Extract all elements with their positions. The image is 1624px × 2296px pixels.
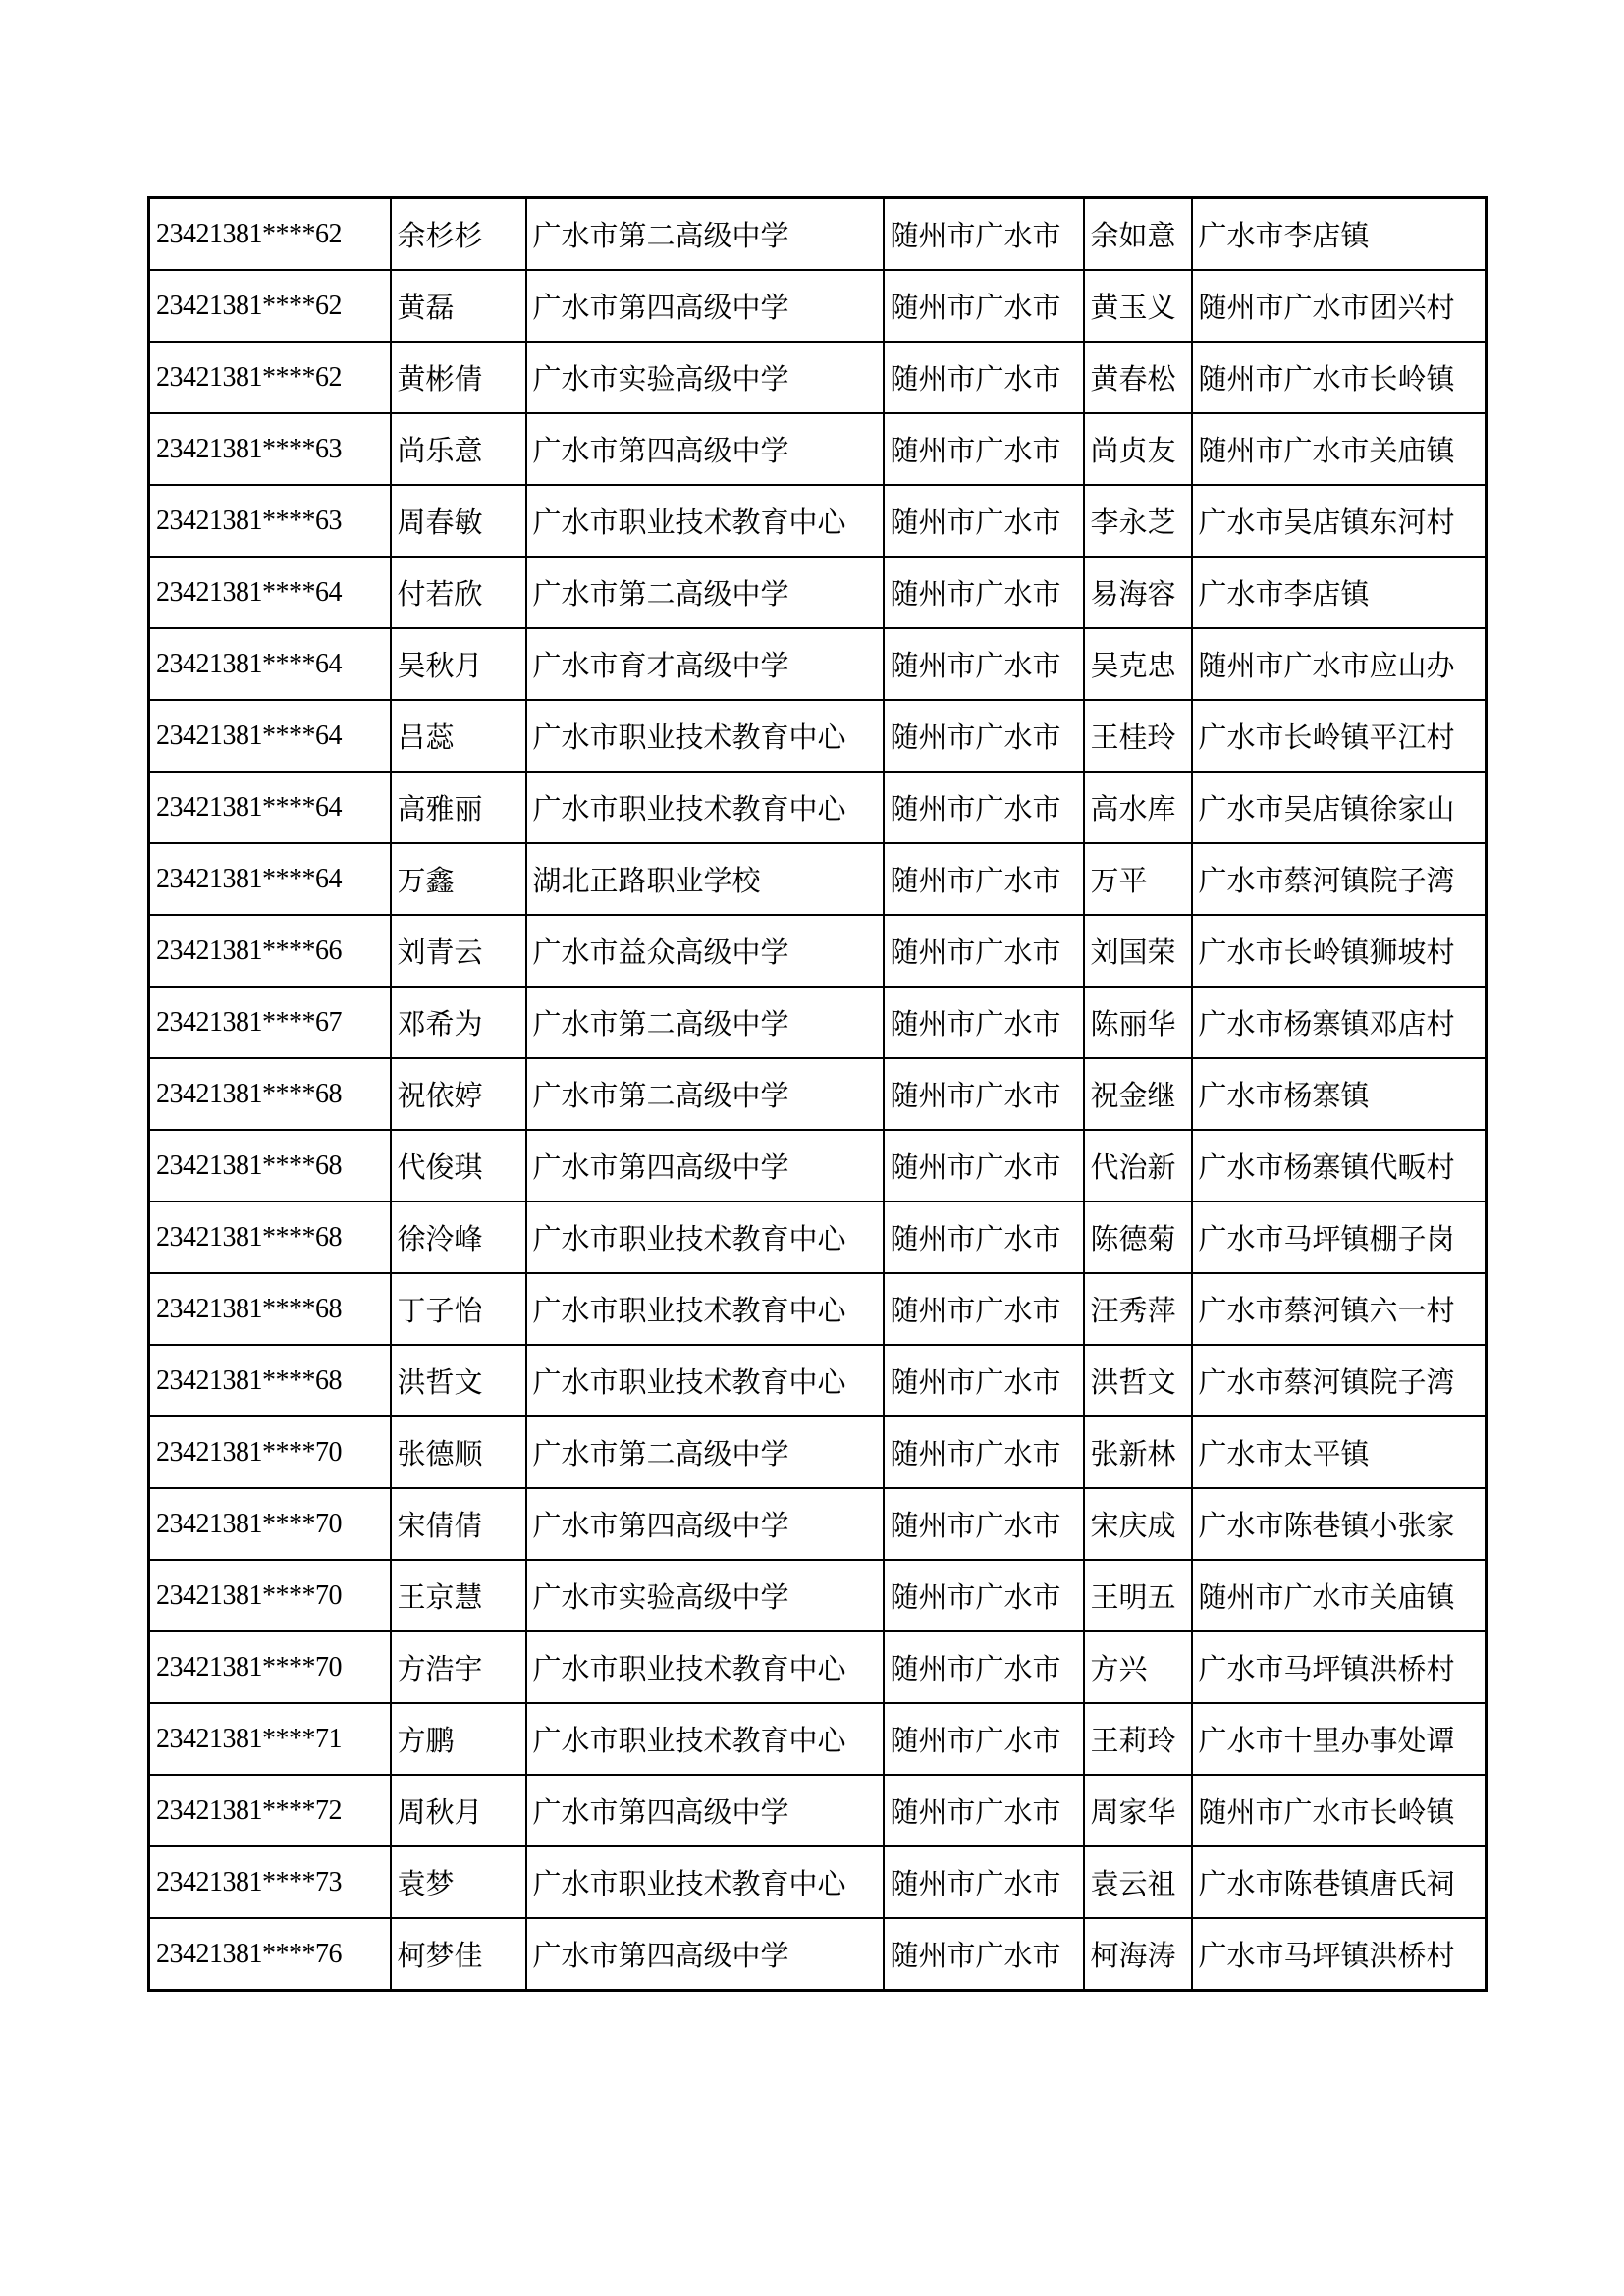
guardian-name-cell: 王明五 xyxy=(1084,1560,1192,1631)
student-name-cell: 袁梦 xyxy=(391,1846,526,1918)
table-row xyxy=(149,700,1487,772)
region-cell: 随州市广水市 xyxy=(884,1130,1084,1201)
table-row xyxy=(149,198,1487,271)
region-cell: 随州市广水市 xyxy=(884,987,1084,1058)
student-name-cell: 黄磊 xyxy=(391,270,526,342)
address-cell: 广水市蔡河镇六一村 xyxy=(1192,1273,1487,1345)
region-cell: 随州市广水市 xyxy=(884,1918,1084,1991)
id-number-cell: 23421381****62 xyxy=(149,270,391,342)
table-row xyxy=(149,1345,1487,1416)
id-number-cell: 23421381****62 xyxy=(149,342,391,413)
guardian-name-cell: 尚贞友 xyxy=(1084,413,1192,485)
address-cell: 随州市广水市长岭镇 xyxy=(1192,1775,1487,1846)
region-cell: 随州市广水市 xyxy=(884,1560,1084,1631)
guardian-name-cell: 余如意 xyxy=(1084,198,1192,271)
guardian-name-cell: 吴克忠 xyxy=(1084,628,1192,700)
id-number-cell: 23421381****70 xyxy=(149,1560,391,1631)
id-number-cell: 23421381****68 xyxy=(149,1130,391,1201)
region-cell: 随州市广水市 xyxy=(884,1345,1084,1416)
guardian-name-cell: 万平 xyxy=(1084,843,1192,915)
guardian-name-cell: 李永芝 xyxy=(1084,485,1192,557)
table-row xyxy=(149,987,1487,1058)
table-row xyxy=(149,1560,1487,1631)
table-row xyxy=(149,485,1487,557)
address-cell: 广水市吴店镇徐家山 xyxy=(1192,772,1487,843)
student-name-cell: 宋倩倩 xyxy=(391,1488,526,1560)
id-number-cell: 23421381****64 xyxy=(149,843,391,915)
table-row xyxy=(149,1273,1487,1345)
region-cell: 随州市广水市 xyxy=(884,413,1084,485)
id-number-cell: 23421381****67 xyxy=(149,987,391,1058)
id-number-cell: 23421381****70 xyxy=(149,1631,391,1703)
school-cell: 广水市第二高级中学 xyxy=(526,557,884,628)
guardian-name-cell: 祝金继 xyxy=(1084,1058,1192,1130)
school-cell: 广水市第二高级中学 xyxy=(526,1416,884,1488)
school-cell: 广水市职业技术教育中心 xyxy=(526,1631,884,1703)
address-cell: 随州市广水市团兴村 xyxy=(1192,270,1487,342)
guardian-name-cell: 王莉玲 xyxy=(1084,1703,1192,1775)
student-name-cell: 刘青云 xyxy=(391,915,526,987)
id-number-cell: 23421381****68 xyxy=(149,1345,391,1416)
student-name-cell: 周春敏 xyxy=(391,485,526,557)
school-cell: 广水市职业技术教育中心 xyxy=(526,1201,884,1273)
table-row xyxy=(149,1918,1487,1991)
school-cell: 广水市职业技术教育中心 xyxy=(526,772,884,843)
guardian-name-cell: 宋庆成 xyxy=(1084,1488,1192,1560)
address-cell: 随州市广水市关庙镇 xyxy=(1192,413,1487,485)
id-number-cell: 23421381****63 xyxy=(149,485,391,557)
student-name-cell: 张德顺 xyxy=(391,1416,526,1488)
student-name-cell: 邓希为 xyxy=(391,987,526,1058)
region-cell: 随州市广水市 xyxy=(884,628,1084,700)
guardian-name-cell: 刘国荣 xyxy=(1084,915,1192,987)
student-name-cell: 付若欣 xyxy=(391,557,526,628)
address-cell: 广水市吴店镇东河村 xyxy=(1192,485,1487,557)
address-cell: 随州市广水市长岭镇 xyxy=(1192,342,1487,413)
table-row xyxy=(149,557,1487,628)
school-cell: 广水市职业技术教育中心 xyxy=(526,1846,884,1918)
address-cell: 广水市李店镇 xyxy=(1192,557,1487,628)
region-cell: 随州市广水市 xyxy=(884,1631,1084,1703)
student-name-cell: 洪哲文 xyxy=(391,1345,526,1416)
student-name-cell: 周秋月 xyxy=(391,1775,526,1846)
roster-table xyxy=(147,196,1488,1992)
region-cell: 随州市广水市 xyxy=(884,1058,1084,1130)
guardian-name-cell: 高水库 xyxy=(1084,772,1192,843)
id-number-cell: 23421381****64 xyxy=(149,557,391,628)
region-cell: 随州市广水市 xyxy=(884,1775,1084,1846)
id-number-cell: 23421381****76 xyxy=(149,1918,391,1991)
school-cell: 广水市第四高级中学 xyxy=(526,1130,884,1201)
school-cell: 广水市第四高级中学 xyxy=(526,1918,884,1991)
table-row xyxy=(149,1703,1487,1775)
guardian-name-cell: 黄玉义 xyxy=(1084,270,1192,342)
table-row xyxy=(149,413,1487,485)
region-cell: 随州市广水市 xyxy=(884,270,1084,342)
school-cell: 广水市实验高级中学 xyxy=(526,1560,884,1631)
student-name-cell: 高雅丽 xyxy=(391,772,526,843)
address-cell: 随州市广水市应山办 xyxy=(1192,628,1487,700)
id-number-cell: 23421381****63 xyxy=(149,413,391,485)
school-cell: 广水市职业技术教育中心 xyxy=(526,700,884,772)
guardian-name-cell: 陈德菊 xyxy=(1084,1201,1192,1273)
student-name-cell: 柯梦佳 xyxy=(391,1918,526,1991)
region-cell: 随州市广水市 xyxy=(884,772,1084,843)
table-row xyxy=(149,1130,1487,1201)
school-cell: 湖北正路职业学校 xyxy=(526,843,884,915)
id-number-cell: 23421381****68 xyxy=(149,1273,391,1345)
address-cell: 随州市广水市关庙镇 xyxy=(1192,1560,1487,1631)
school-cell: 广水市第二高级中学 xyxy=(526,1058,884,1130)
region-cell: 随州市广水市 xyxy=(884,485,1084,557)
student-name-cell: 方浩宇 xyxy=(391,1631,526,1703)
guardian-name-cell: 代治新 xyxy=(1084,1130,1192,1201)
table-row xyxy=(149,843,1487,915)
table-row xyxy=(149,1846,1487,1918)
guardian-name-cell: 陈丽华 xyxy=(1084,987,1192,1058)
address-cell: 广水市蔡河镇院子湾 xyxy=(1192,1345,1487,1416)
id-number-cell: 23421381****73 xyxy=(149,1846,391,1918)
region-cell: 随州市广水市 xyxy=(884,198,1084,271)
school-cell: 广水市益众高级中学 xyxy=(526,915,884,987)
id-number-cell: 23421381****71 xyxy=(149,1703,391,1775)
table-row xyxy=(149,628,1487,700)
id-number-cell: 23421381****64 xyxy=(149,700,391,772)
region-cell: 随州市广水市 xyxy=(884,1201,1084,1273)
table-row xyxy=(149,1488,1487,1560)
student-name-cell: 万鑫 xyxy=(391,843,526,915)
region-cell: 随州市广水市 xyxy=(884,1703,1084,1775)
student-name-cell: 余杉杉 xyxy=(391,198,526,271)
guardian-name-cell: 黄春松 xyxy=(1084,342,1192,413)
guardian-name-cell: 张新林 xyxy=(1084,1416,1192,1488)
table-row xyxy=(149,1631,1487,1703)
region-cell: 随州市广水市 xyxy=(884,843,1084,915)
address-cell: 广水市陈巷镇小张家 xyxy=(1192,1488,1487,1560)
region-cell: 随州市广水市 xyxy=(884,1416,1084,1488)
table-row xyxy=(149,1058,1487,1130)
guardian-name-cell: 柯海涛 xyxy=(1084,1918,1192,1991)
school-cell: 广水市第二高级中学 xyxy=(526,987,884,1058)
id-number-cell: 23421381****72 xyxy=(149,1775,391,1846)
school-cell: 广水市职业技术教育中心 xyxy=(526,1703,884,1775)
address-cell: 广水市长岭镇平江村 xyxy=(1192,700,1487,772)
school-cell: 广水市第四高级中学 xyxy=(526,1775,884,1846)
address-cell: 广水市马坪镇洪桥村 xyxy=(1192,1631,1487,1703)
address-cell: 广水市马坪镇洪桥村 xyxy=(1192,1918,1487,1991)
student-name-cell: 黄彬倩 xyxy=(391,342,526,413)
table-row xyxy=(149,1775,1487,1846)
school-cell: 广水市职业技术教育中心 xyxy=(526,1273,884,1345)
table-row xyxy=(149,1201,1487,1273)
id-number-cell: 23421381****64 xyxy=(149,628,391,700)
guardian-name-cell: 易海容 xyxy=(1084,557,1192,628)
address-cell: 广水市杨寨镇 xyxy=(1192,1058,1487,1130)
address-cell: 广水市杨寨镇代畈村 xyxy=(1192,1130,1487,1201)
region-cell: 随州市广水市 xyxy=(884,915,1084,987)
region-cell: 随州市广水市 xyxy=(884,700,1084,772)
school-cell: 广水市职业技术教育中心 xyxy=(526,1345,884,1416)
id-number-cell: 23421381****68 xyxy=(149,1058,391,1130)
school-cell: 广水市育才高级中学 xyxy=(526,628,884,700)
address-cell: 广水市马坪镇棚子岗 xyxy=(1192,1201,1487,1273)
region-cell: 随州市广水市 xyxy=(884,1273,1084,1345)
id-number-cell: 23421381****66 xyxy=(149,915,391,987)
table-row xyxy=(149,772,1487,843)
school-cell: 广水市第四高级中学 xyxy=(526,270,884,342)
school-cell: 广水市第四高级中学 xyxy=(526,1488,884,1560)
student-name-cell: 代俊琪 xyxy=(391,1130,526,1201)
student-name-cell: 尚乐意 xyxy=(391,413,526,485)
student-name-cell: 徐泠峰 xyxy=(391,1201,526,1273)
school-cell: 广水市第四高级中学 xyxy=(526,413,884,485)
address-cell: 广水市太平镇 xyxy=(1192,1416,1487,1488)
guardian-name-cell: 袁云祖 xyxy=(1084,1846,1192,1918)
address-cell: 广水市李店镇 xyxy=(1192,198,1487,271)
student-name-cell: 吴秋月 xyxy=(391,628,526,700)
id-number-cell: 23421381****70 xyxy=(149,1488,391,1560)
guardian-name-cell: 方兴 xyxy=(1084,1631,1192,1703)
address-cell: 广水市十里办事处谭 xyxy=(1192,1703,1487,1775)
student-name-cell: 方鹏 xyxy=(391,1703,526,1775)
school-cell: 广水市职业技术教育中心 xyxy=(526,485,884,557)
address-cell: 广水市长岭镇狮坡村 xyxy=(1192,915,1487,987)
roster-body xyxy=(149,198,1487,1991)
region-cell: 随州市广水市 xyxy=(884,342,1084,413)
id-number-cell: 23421381****68 xyxy=(149,1201,391,1273)
table-row xyxy=(149,1416,1487,1488)
address-cell: 广水市陈巷镇唐氏祠 xyxy=(1192,1846,1487,1918)
table-row xyxy=(149,270,1487,342)
address-cell: 广水市杨寨镇邓店村 xyxy=(1192,987,1487,1058)
region-cell: 随州市广水市 xyxy=(884,1488,1084,1560)
address-cell: 广水市蔡河镇院子湾 xyxy=(1192,843,1487,915)
guardian-name-cell: 王桂玲 xyxy=(1084,700,1192,772)
region-cell: 随州市广水市 xyxy=(884,1846,1084,1918)
region-cell: 随州市广水市 xyxy=(884,557,1084,628)
guardian-name-cell: 汪秀萍 xyxy=(1084,1273,1192,1345)
student-name-cell: 丁子怡 xyxy=(391,1273,526,1345)
school-cell: 广水市实验高级中学 xyxy=(526,342,884,413)
student-name-cell: 吕蕊 xyxy=(391,700,526,772)
student-name-cell: 王京慧 xyxy=(391,1560,526,1631)
guardian-name-cell: 洪哲文 xyxy=(1084,1345,1192,1416)
id-number-cell: 23421381****62 xyxy=(149,198,391,271)
id-number-cell: 23421381****64 xyxy=(149,772,391,843)
school-cell: 广水市第二高级中学 xyxy=(526,198,884,271)
id-number-cell: 23421381****70 xyxy=(149,1416,391,1488)
table-row xyxy=(149,915,1487,987)
guardian-name-cell: 周家华 xyxy=(1084,1775,1192,1846)
table-row xyxy=(149,342,1487,413)
student-name-cell: 祝依婷 xyxy=(391,1058,526,1130)
